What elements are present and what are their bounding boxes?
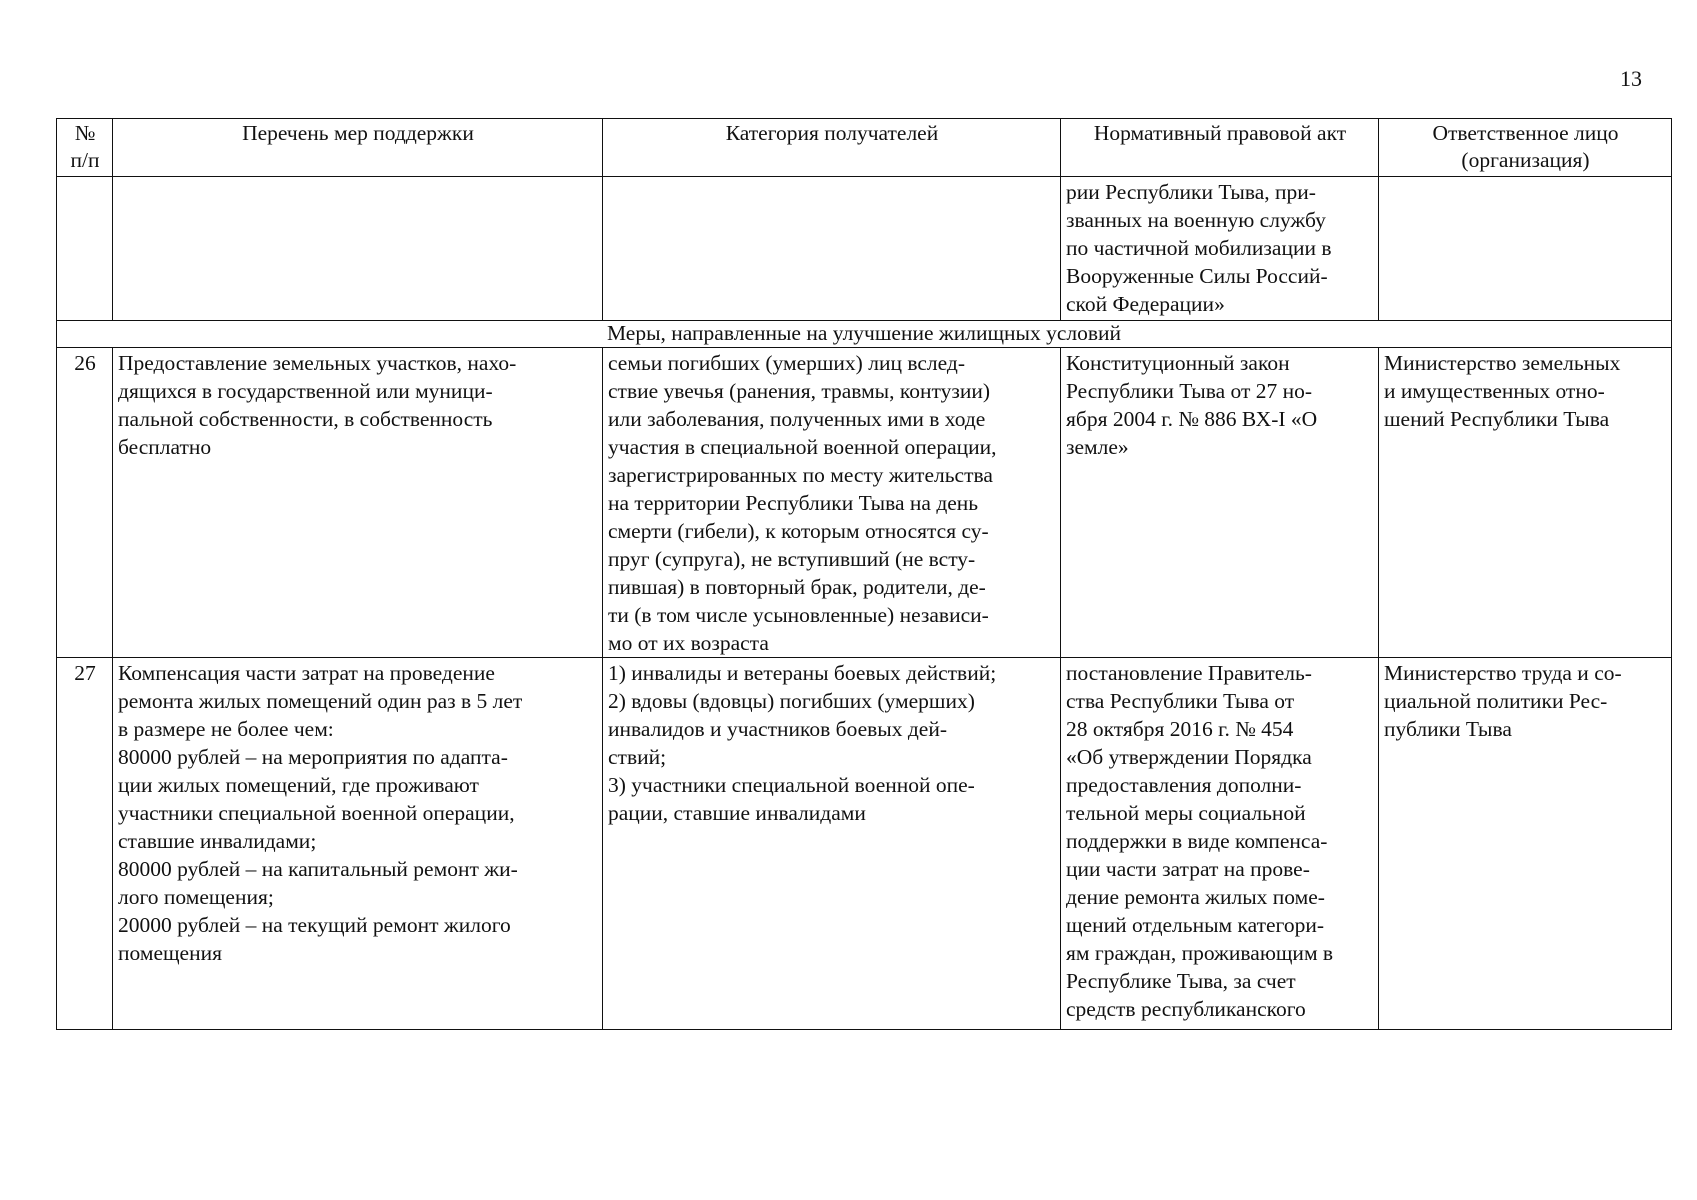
cell-act: рии Республики Тыва, при- званных на военную службу по частичной мобилизации в Вооруженные Силы Россий- ской Федерации» xyxy=(1061,177,1379,321)
section-title: Меры, направленные на улучшение жилищных условий xyxy=(57,321,1672,348)
cell-num: 26 xyxy=(57,348,113,658)
cell-category: семьи погибших (умерших) лиц вслед- ствие увечья (ранения, травмы, контузии) или заболевания, полученных ими в ходе участия в специальной военной операции, зарегистрированных по месту жительства на территории Республики Тыва на день смерти (гибели), к которым относятся су- пруг (супруга), не вступивший (не всту- пившая) в повторный брак, родители, де- ти (в том числе усыновленные) независи- мо от их возраста xyxy=(603,348,1061,658)
header-measures: Перечень мер поддержки xyxy=(113,119,603,177)
section-heading-row xyxy=(57,321,1672,348)
header-category: Категория получателей xyxy=(603,119,1061,177)
table-row-continuation xyxy=(57,177,1672,321)
header-responsible: Ответственное лицо (организация) xyxy=(1379,119,1672,177)
cell-measures: Предоставление земельных участков, нахо- дящихся в государственной или муници- пальной собственности, в собственность бесплатно xyxy=(113,348,603,658)
cell-act: Конституционный закон Республики Тыва от 27 но- ября 2004 г. № 886 ВХ-I «О земле» xyxy=(1061,348,1379,658)
cell-measures: Компенсация части затрат на проведение ремонта жилых помещений один раз в 5 лет в размере не более чем: 80000 рублей – на мероприятия по адапта- ции жилых помещений, где проживают участники специальной военной операции, ставшие инвалидами; 80000 рублей – на капитальный ремонт жи- лого помещения; 20000 рублей – на текущий ремонт жилого помещения xyxy=(113,658,603,1030)
table-row xyxy=(57,348,1672,658)
cell-measures xyxy=(113,177,603,321)
table-row xyxy=(57,658,1672,1030)
header-act: Нормативный правовой акт xyxy=(1061,119,1379,177)
cell-responsible: Министерство земельных и имущественных отно- шений Республики Тыва xyxy=(1379,348,1672,658)
support-measures-table xyxy=(56,118,1672,1030)
table-header-row xyxy=(57,119,1672,177)
cell-category xyxy=(603,177,1061,321)
cell-num: 27 xyxy=(57,658,113,1030)
cell-responsible: Министерство труда и со- циальной политики Рес- публики Тыва xyxy=(1379,658,1672,1030)
cell-responsible xyxy=(1379,177,1672,321)
header-num: № п/п xyxy=(57,119,113,177)
page-number: 13 xyxy=(1620,66,1642,91)
cell-num xyxy=(57,177,113,321)
cell-category: 1) инвалиды и ветераны боевых действий; 2) вдовы (вдовцы) погибших (умерших) инвалидов и участников боевых дей- ствий; 3) участники специальной военной опе- рации, ставшие инвалидами xyxy=(603,658,1061,1030)
cell-act: постановление Правитель- ства Республики Тыва от 28 октября 2016 г. № 454 «Об утверждении Порядка предоставления дополни- тельной меры социальной поддержки в виде компенса- ции части затрат на прове- дение ремонта жилых поме- щений отдельным категори- ям граждан, проживающим в Республике Тыва, за счет средств республиканского xyxy=(1061,658,1379,1030)
